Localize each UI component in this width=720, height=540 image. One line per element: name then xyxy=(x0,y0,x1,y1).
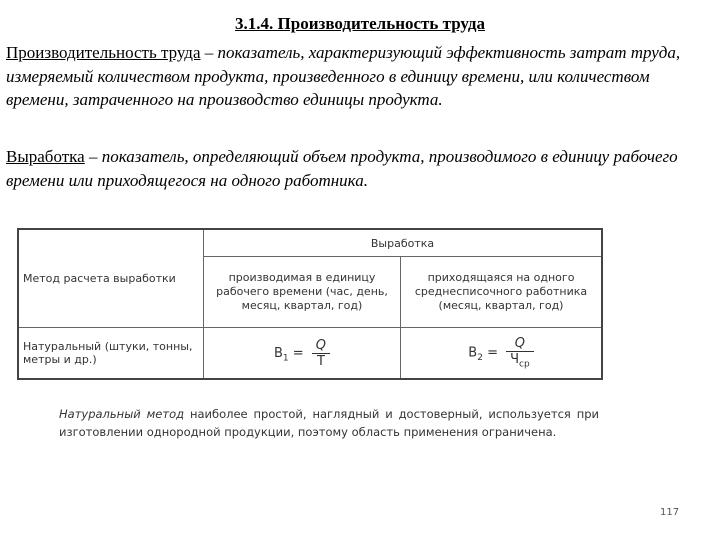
natural-method-note: Натуральный метод наиболее простой, наглядный и достоверный, используется при изготовлении однородной продукции, поэтому область применения ограничена. xyxy=(59,407,599,439)
definition-output-text: – показатель, определяющий объем продукта, производимого в единицу рабочего времени или приходящегося на одного работника. xyxy=(6,147,678,190)
method-column-header: Метод расчета выработки xyxy=(18,229,204,328)
output-methods-table xyxy=(17,228,603,380)
output-methods-table-image xyxy=(15,228,605,380)
output-group-header: Выработка xyxy=(204,229,603,257)
page-number: 117 xyxy=(660,507,680,518)
natural-method-label: Натуральный (штуки, тонны, метры и др.) xyxy=(18,328,204,380)
formula-b2: $В_2$ = $\frac{Q}{Ч_{ср}}$ xyxy=(401,328,603,380)
term-productivity: Производительность труда xyxy=(6,43,201,62)
per-worker-header: приходящаяся на одного среднесписочного работника (месяц, квартал, год) xyxy=(401,257,603,328)
formula-b1: $В_1$ = $\frac{Q}{Т}$ xyxy=(204,328,401,380)
per-time-unit-header: производимая в единицу рабочего времени (час, день, месяц, квартал, год) xyxy=(204,257,401,328)
definition-output xyxy=(6,145,711,192)
term-output: Выработка xyxy=(6,147,85,166)
definition-productivity xyxy=(6,41,711,112)
page-title: 3.1.4. Производительность труда xyxy=(235,14,485,33)
definition-productivity-text: – показатель, характеризующий эффективность затрат труда, измеряемый количеством продукта, произведенного в единицу времени, или количеством времени, затраченного на производство единицы продукта. xyxy=(6,43,681,109)
